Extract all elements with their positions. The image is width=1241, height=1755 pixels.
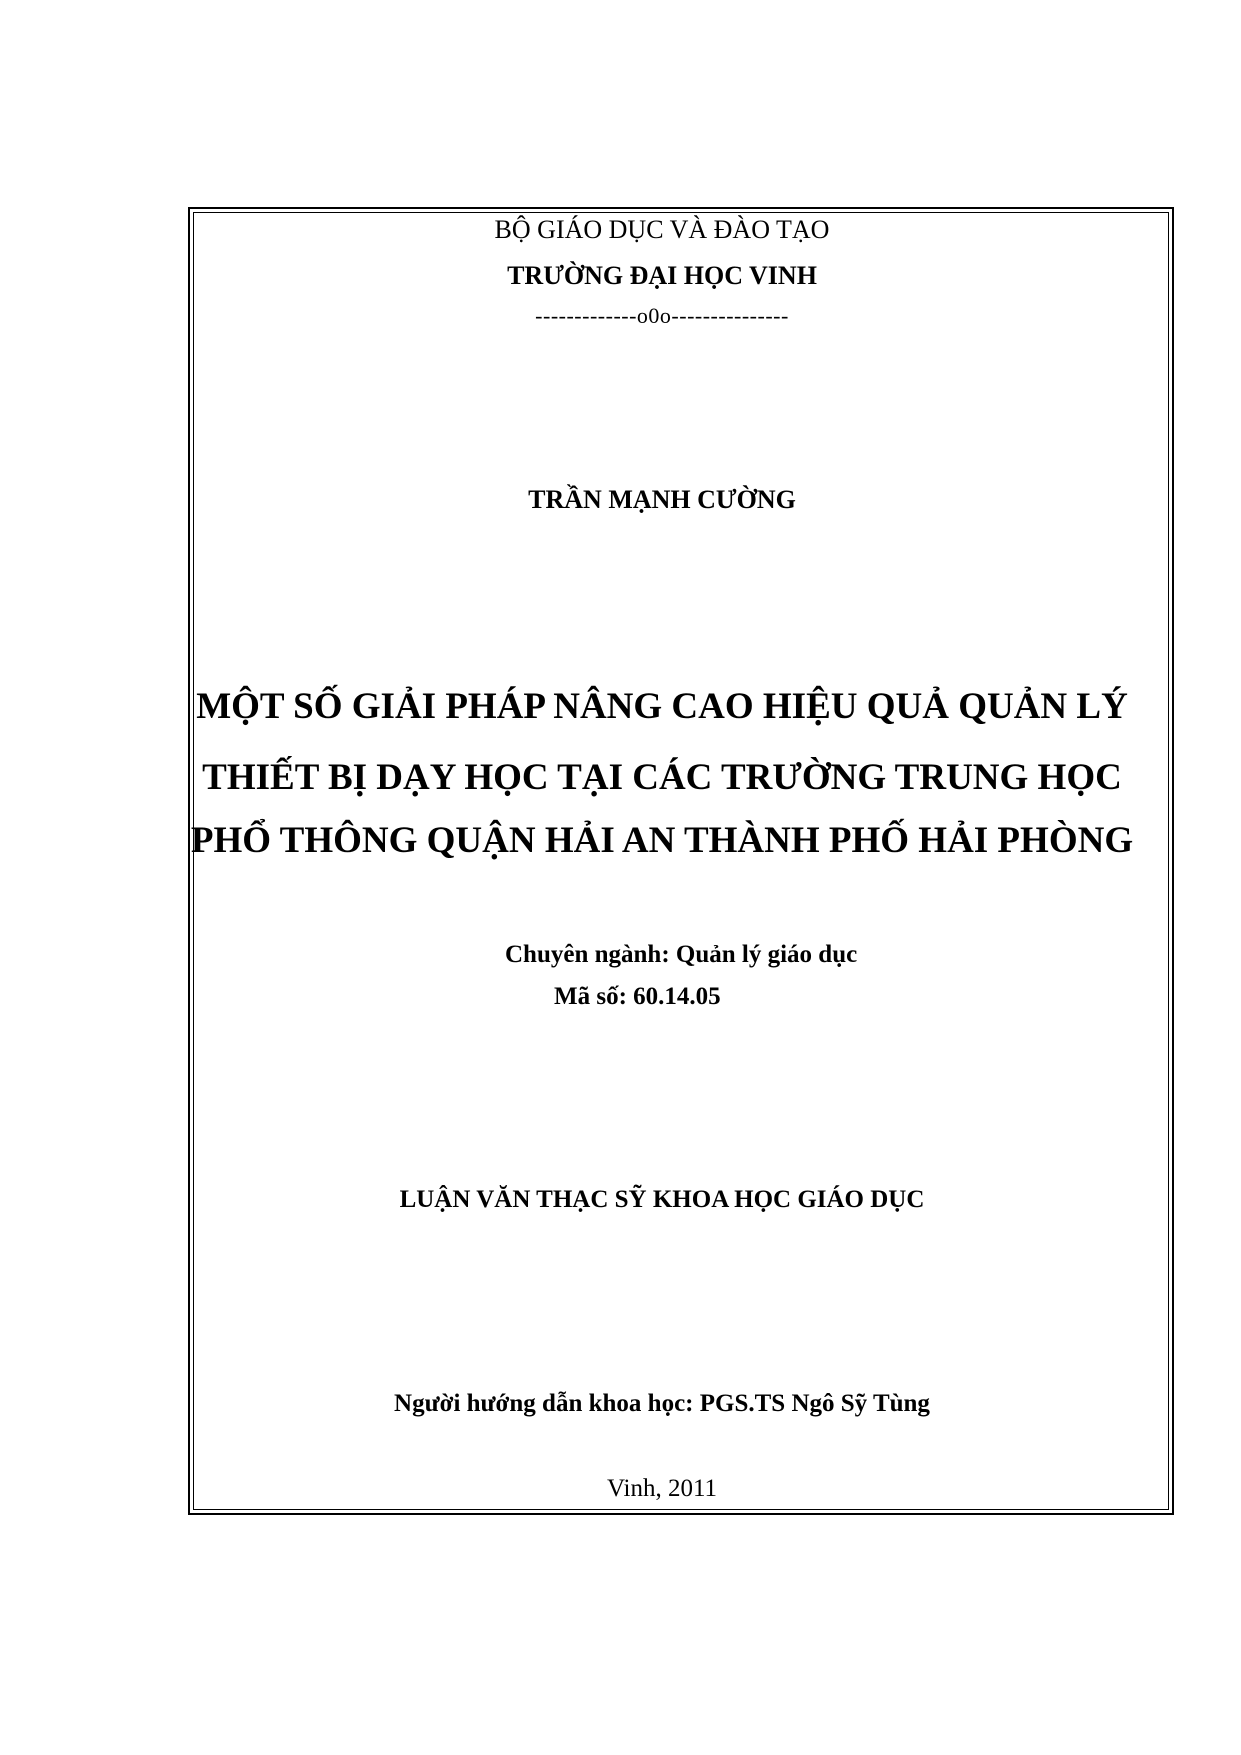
thesis-title-line-1: MỘT SỐ GIẢI PHÁP NÂNG CAO HIỆU QUẢ QUẢN LÝ <box>196 686 1128 727</box>
ministry-name: BỘ GIÁO DỤC VÀ ĐÀO TẠO <box>494 215 830 244</box>
author-name: TRẦN MẠNH CƯỜNG <box>528 485 796 514</box>
divider-line: -------------o0o--------------- <box>535 303 789 328</box>
page-border-inner <box>190 212 1169 1510</box>
place-and-year: Vinh, 2011 <box>606 1475 718 1502</box>
thesis-title-line-3: PHỔ THÔNG QUẬN HẢI AN THÀNH PHỐ HẢI PHÒNG <box>190 820 1134 861</box>
specialty: Chuyên ngành: Quản lý giáo dục <box>505 941 858 968</box>
university-name: TRƯỜNG ĐẠI HỌC VINH <box>507 261 817 290</box>
specialty-code: Mã số: 60.14.05 <box>554 983 721 1010</box>
thesis-title-line-2: THIẾT BỊ DẠY HỌC TẠI CÁC TRƯỜNG TRUNG HỌC <box>202 757 1122 798</box>
advisor: Người hướng dẫn khoa học: PGS.TS Ngô Sỹ Tùng <box>394 1390 930 1417</box>
degree-type: LUẬN VĂN THẠC SỸ KHOA HỌC GIÁO DỤC <box>399 1186 925 1213</box>
